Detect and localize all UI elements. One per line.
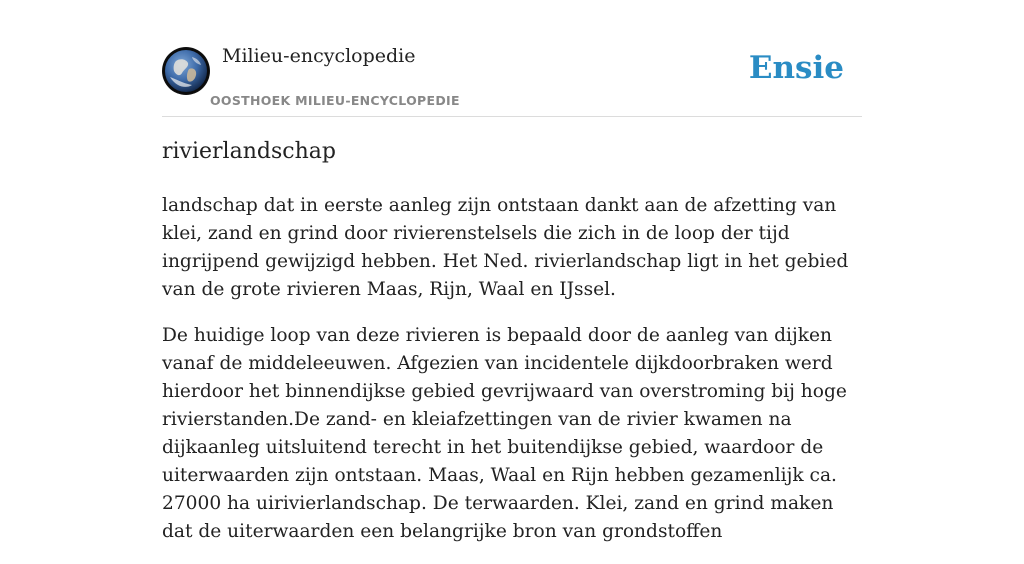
- article-body: [162, 192, 862, 564]
- earth-globe-icon[interactable]: [162, 47, 210, 95]
- article-paragraph-2: De huidige loop van deze rivieren is bepaald door de aanleg van dijken vanaf de middeleeuwen. Afgezien van incidentele dijkdoorbraken werd hierdoor het binnendijkse gebied gevrijwaard van overstroming bij hoge rivierstanden.De zand- en kleiafzettingen van de rivier kwamen na dijkaanleg uitsluitend terecht in het buitendijkse gebied, waardoor de uiterwaarden zijn ontstaan. Maas, Waal en Rijn hebben gezamenlijk ca. 27000 ha uirivierlandschap. De terwaarden. Klei, zand en grind maken dat de uiterwaarden een belangrijke bron van grondstoffen: [162, 325, 847, 542]
- article-paragraph-1: landschap dat in eerste aanleg zijn ontstaan dankt aan de afzetting van klei, zand en grind door rivierenstelsels die zich in de loop der tijd ingrijpend gewijzigd hebben. Het Ned. rivierlandschap ligt in het gebied van de grote rivieren Maas, Rijn, Waal en IJssel.: [162, 195, 849, 300]
- site-subtitle[interactable]: OOSTHOEK MILIEU-ENCYCLOPEDIE: [210, 93, 460, 108]
- page: [162, 0, 862, 542]
- site-header: [162, 0, 862, 117]
- article-title: rivierlandschap: [162, 139, 336, 164]
- site-name[interactable]: Milieu-encyclopedie: [222, 45, 416, 67]
- ensie-brand-link[interactable]: Ensie: [748, 50, 844, 86]
